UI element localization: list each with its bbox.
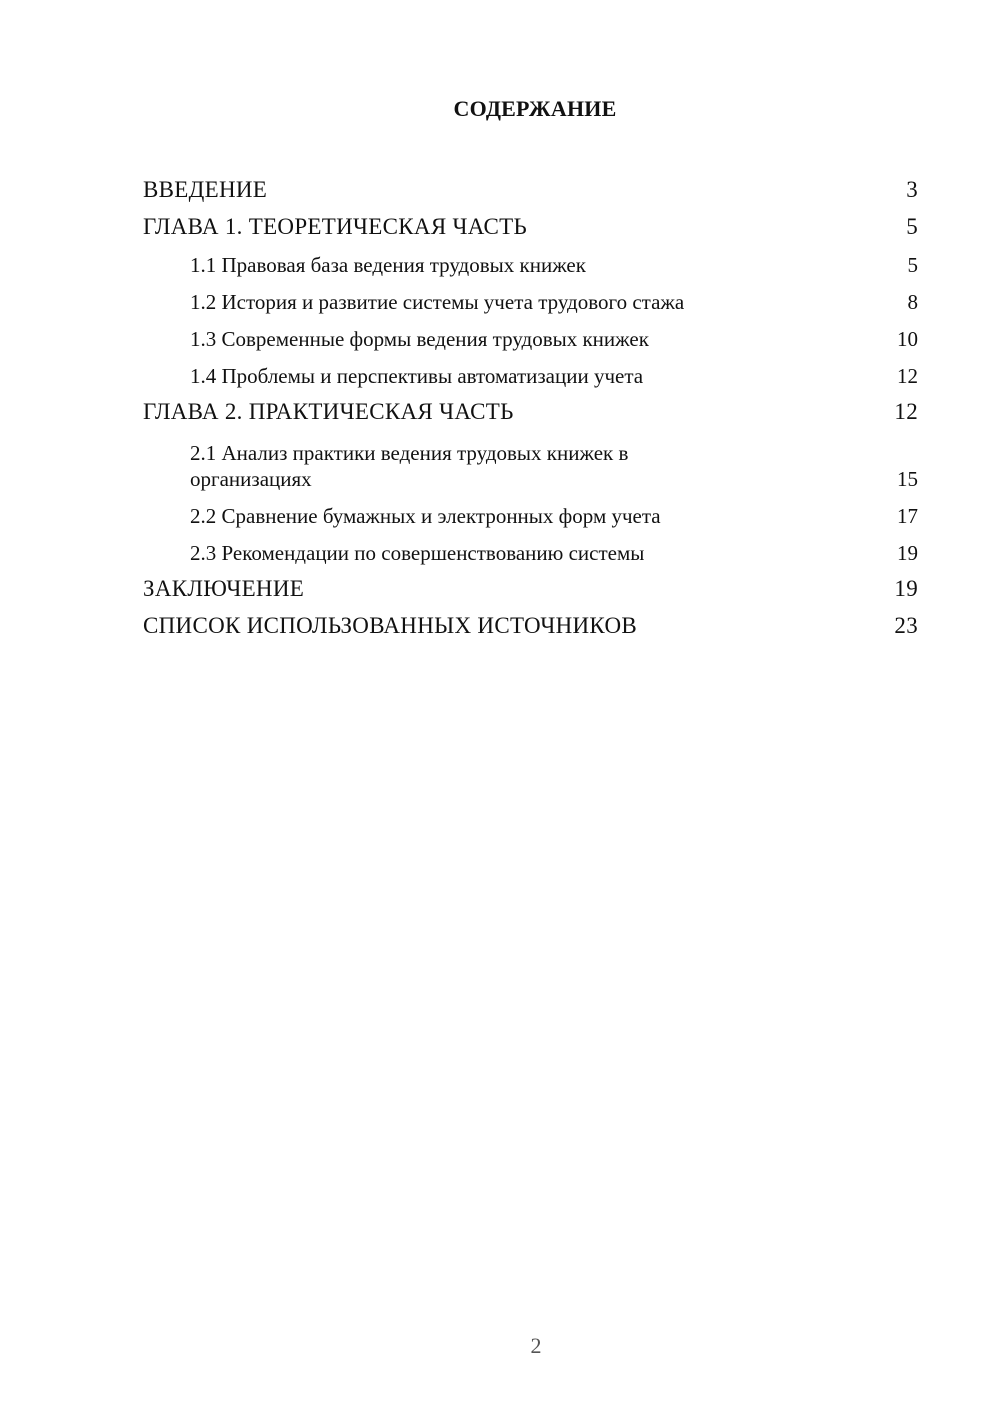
toc-title: СОДЕРЖАНИЕ: [453, 96, 617, 121]
toc-entry-section-1-3[interactable]: [143, 315, 918, 352]
toc-entry-references[interactable]: [143, 603, 918, 640]
toc-entry-label: 2.1 Анализ практики ведения трудовых книжек в организациях: [190, 440, 629, 491]
toc-entry-label: ГЛАВА 1. ТЕОРЕТИЧЕСКАЯ ЧАСТЬ: [143, 214, 528, 240]
toc-entry-label: 2.3 Рекомендации по совершенствованию системы: [190, 540, 645, 565]
toc-entry-label: СПИСОК ИСПОЛЬЗОВАННЫХ ИСТОЧНИКОВ: [143, 613, 638, 639]
toc-entry-page: 19: [897, 540, 918, 565]
toc-entry-page: 3: [906, 177, 918, 203]
toc-entry-page: 12: [894, 399, 918, 425]
toc-entry-page: 23: [894, 613, 918, 639]
toc-entry-label: 1.4 Проблемы и перспективы автоматизации учета: [190, 363, 644, 388]
toc-entry-section-2-1[interactable]: [143, 426, 918, 492]
toc-entry-section-1-4[interactable]: [143, 352, 918, 389]
page-number: 2: [530, 1333, 542, 1358]
toc-entry-section-1-2[interactable]: [143, 278, 918, 315]
toc-entry-page: 15: [897, 466, 918, 491]
toc-entry-label: 1.1 Правовая база ведения трудовых книжек: [190, 252, 586, 277]
toc-entry-label: ЗАКЛЮЧЕНИЕ: [143, 576, 305, 602]
toc-entry-page: 17: [897, 503, 918, 528]
toc-entry-page: 8: [907, 289, 918, 314]
toc-entry-label: ГЛАВА 2. ПРАКТИЧЕСКАЯ ЧАСТЬ: [143, 399, 514, 425]
toc-entry-section-2-3[interactable]: [143, 529, 918, 566]
toc-entry-label: ВВЕДЕНИЕ: [143, 177, 268, 203]
toc-entry-page: 19: [894, 576, 918, 602]
toc-entry-label: 1.2 История и развитие системы учета трудового стажа: [190, 289, 685, 314]
toc-entry-chapter-1[interactable]: [143, 204, 918, 241]
toc-entry-section-2-2[interactable]: [143, 492, 918, 529]
toc-entry-introduction[interactable]: [143, 167, 918, 204]
toc-entry-conclusion[interactable]: [143, 566, 918, 603]
toc-entry-label: 1.3 Современные формы ведения трудовых книжек: [190, 326, 649, 351]
toc-entry-chapter-2[interactable]: [143, 389, 918, 426]
toc-list: [143, 167, 918, 640]
toc-entry-label: 2.2 Сравнение бумажных и электронных форм учета: [190, 503, 661, 528]
toc-entry-page: 10: [897, 326, 918, 351]
toc-entry-page: 5: [906, 214, 918, 240]
toc-entry-section-1-1[interactable]: [143, 241, 918, 278]
toc-entry-page: 12: [897, 363, 918, 388]
toc-entry-page: 5: [907, 252, 918, 277]
